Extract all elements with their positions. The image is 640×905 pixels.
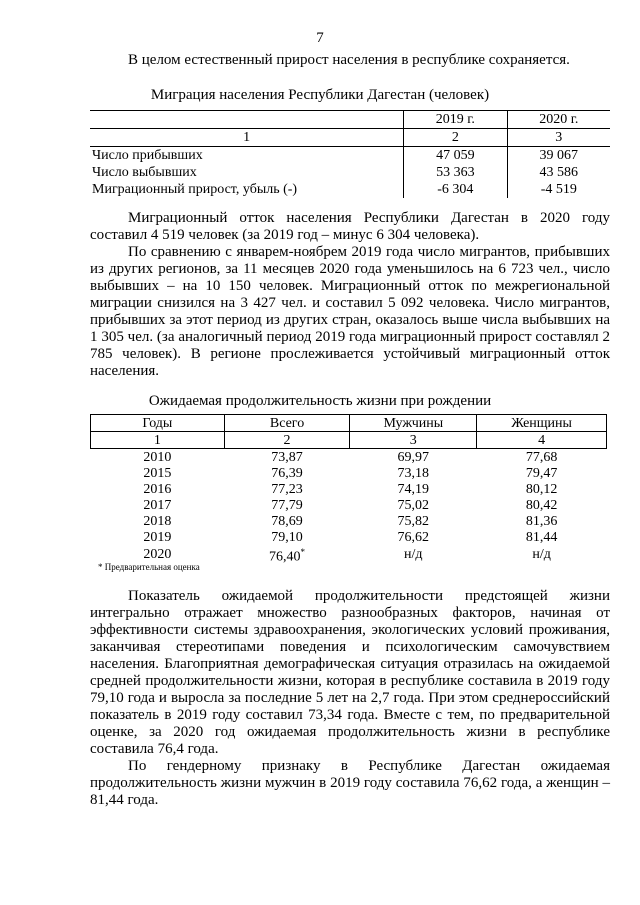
life-expectancy-text [90, 588, 610, 809]
page-number: 7 [316, 30, 324, 46]
column-number: 3 [350, 432, 477, 449]
year-cell: 2016 [143, 481, 172, 497]
table-row [90, 164, 610, 181]
cell-value: 74,19 [397, 481, 430, 497]
table-row [91, 481, 607, 497]
migration-table [90, 110, 610, 198]
migration-text [90, 210, 610, 380]
cell-value-with-marker [224, 545, 350, 565]
year-cell: 2020 [143, 547, 172, 563]
cell-value: 76,40 [269, 549, 301, 565]
cell-value: 80,12 [525, 481, 558, 497]
header-cell: Мужчины [350, 415, 477, 432]
column-number: 1 [90, 129, 404, 147]
cell-value: н/д [404, 547, 423, 563]
column-number-row [91, 432, 607, 449]
cell-value: 79,47 [525, 465, 558, 481]
cell-value: 75,02 [397, 497, 430, 513]
table-row [91, 497, 607, 513]
table-row [91, 529, 607, 545]
cell-value: 39 067 [507, 147, 610, 165]
cell-value: 76,39 [271, 465, 303, 481]
table-row [90, 147, 610, 165]
life-table-caption: Ожидаемая продолжительность жизни при рождении [148, 393, 492, 409]
table-row [91, 465, 607, 481]
table-header-row [91, 415, 607, 432]
column-number: 2 [224, 432, 350, 449]
cell-value: 79,10 [271, 529, 303, 545]
cell-value: 69,97 [397, 449, 430, 465]
year-cell: 2019 [143, 529, 172, 545]
paragraph: По сравнению с январем-ноябрем 2019 года число мигрантов, прибывших из других регионов, за 11 месяцев 2020 года уменьшилось на 6 723 чел., число выбывших – на 10 150 человек. Миграционный отток по межрегиональной миграции снизился на 3 427 чел. и составил 5 092 человека. Число мигрантов, прибывших за этот период из других стран, оказалось выше числа выбывших на 1 305 чел. (за аналогичный период 2019 года миграционный прирост составлял 2 785 человек). В регионе прослеживается устойчивый миграционный отток населения. [90, 244, 610, 379]
cell-value: н/д [532, 547, 551, 563]
column-number: 1 [91, 432, 225, 449]
year-cell: 2017 [143, 497, 172, 513]
cell-value: 77,68 [525, 449, 558, 465]
paragraph: Показатель ожидаемой продолжительности предстоящей жизни интегрально отражает множество разнообразных факторов, начиная от эффективности системы здравоохранения, экологических условий проживания, заканчивая стереотипами поведения и психологическим самочувствием населения. Благоприятная демографическая ситуация отразилась на ожидаемой средней продолжительности жизни, которая в республике составила в 2019 году 79,10 года и выросла за последние 5 лет на 2,7 года. При этом среднероссийский показатель в 2019 году составил 73,34 года. Вместе с тем, по предварительной оценке, за 2020 год ожидаемая продолжительность жизни в республике составила 76,4 года. [90, 588, 610, 757]
year-cell: 2015 [143, 465, 172, 481]
cell-value: 78,69 [271, 513, 303, 529]
cell-value: 77,79 [271, 497, 303, 513]
footnote-marker: * [300, 547, 306, 557]
table-row [91, 449, 607, 466]
cell-value: 53 363 [404, 164, 507, 181]
cell-value: -4 519 [507, 181, 610, 198]
table-row [91, 513, 607, 529]
table-footnote: * Предварительная оценка [98, 562, 200, 572]
cell-value: 76,62 [397, 529, 430, 545]
year-cell: 2018 [143, 513, 172, 529]
cell-value: 75,82 [397, 513, 430, 529]
cell-value: 73,87 [271, 449, 303, 465]
cell-value: 77,23 [271, 481, 303, 497]
row-label: Миграционный прирост, убыль (-) [92, 181, 298, 197]
migration-table-caption: Миграция населения Республики Дагестан (человек) [150, 87, 490, 103]
column-number: 4 [477, 432, 607, 449]
cell-value: 47 059 [404, 147, 507, 165]
header-cell [90, 111, 404, 129]
cell-value: 80,42 [525, 497, 558, 513]
table-row [90, 181, 610, 198]
year-cell: 2010 [143, 449, 172, 465]
life-expectancy-table [90, 414, 607, 565]
header-cell: Всего [224, 415, 350, 432]
cell-value: 43 586 [507, 164, 610, 181]
header-cell: 2019 г. [404, 111, 507, 129]
cell-value: -6 304 [404, 181, 507, 198]
column-number: 2 [404, 129, 507, 147]
cell-value: 81,44 [525, 529, 558, 545]
row-label: Число выбывших [92, 164, 197, 180]
lead-sentence: В целом естественный прирост населения в республике сохраняется. [128, 52, 570, 68]
table-header-row [90, 111, 610, 129]
header-cell: Женщины [477, 415, 607, 432]
paragraph: По гендерному признаку в Республике Дагестан ожидаемая продолжительность жизни мужчин в 2019 году составила 76,62 года, а женщин – 81,44 года. [90, 758, 610, 808]
header-cell: 2020 г. [507, 111, 610, 129]
paragraph: Миграционный отток населения Республики Дагестан в 2020 году составил 4 519 человек (за 2019 год – минус 6 304 человека). [90, 210, 610, 243]
column-number-row [90, 129, 610, 147]
cell-value: 73,18 [397, 465, 430, 481]
header-cell: Годы [91, 415, 225, 432]
row-label: Число прибывших [92, 147, 203, 163]
column-number: 3 [507, 129, 610, 147]
cell-value: 81,36 [525, 513, 558, 529]
